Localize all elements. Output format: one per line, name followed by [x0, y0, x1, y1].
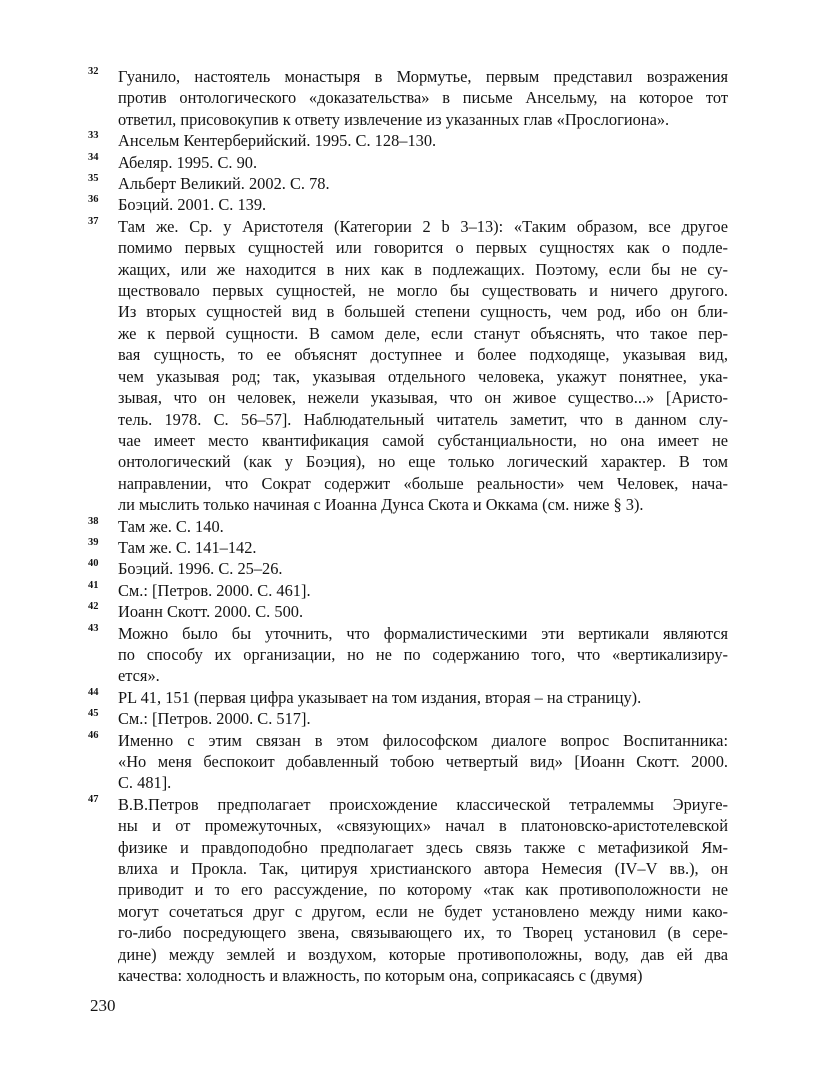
footnote-number: 43 — [88, 622, 99, 634]
footnote — [88, 173, 728, 194]
footnote-line: качества: холодность и влажность, по которым она, соприкасаясь с (двумя) — [118, 966, 643, 986]
footnote-line: приводит и то его рассуждение, по которому «так как противоположности не — [118, 880, 728, 900]
footnote-line: физике и правдоподобно предполагает здесь связь также с метафизикой Ям- — [118, 837, 728, 857]
footnote — [88, 687, 728, 708]
footnote-line: См.: [Петров. 2000. С. 517]. — [118, 709, 311, 729]
footnote — [88, 130, 728, 151]
footnote-line: «Но меня беспокоит добавленный тобою четвертый вид» [Иоанн Скотт. 2000. — [118, 752, 728, 771]
footnote-number: 46 — [88, 729, 99, 741]
footnote-line: против онтологического «доказательства» в письме Ансельму, на которое тот — [118, 88, 728, 108]
footnote-line: направлении, что Сократ содержит «больше реальности» чем Человек, нача- — [118, 473, 728, 493]
footnote-line: Ансельм Кентерберийский. 1995. С. 128–130. — [118, 131, 437, 151]
footnotes-list — [88, 66, 728, 986]
footnote-line: зывая, что он человек, нежели указывая, что он живое существо...» [Аристо- — [118, 388, 728, 408]
footnote-line: жащих, или же находится в них как в подлежащих. Поэтому, если бы не су- — [118, 259, 728, 279]
footnote-line: ны и от промежуточных, «связующих» начал в платоновско-аристотелевской — [118, 816, 728, 836]
footnote-line: помимо первых сущностей или говорится о первых сущностях как о подле- — [118, 238, 728, 258]
footnote — [88, 601, 728, 622]
footnote-line: Из вторых сущностей вид в большей степени сущность, чем род, ибо он бли- — [118, 302, 728, 322]
footnote-number: 42 — [88, 601, 99, 613]
footnote-number: 44 — [88, 686, 99, 698]
footnote-line: Там же. С. 140. — [118, 516, 224, 536]
footnote-line: Боэций. 2001. С. 139. — [118, 195, 267, 215]
footnote — [88, 537, 728, 558]
footnote-line: го-либо посредующего звена, связывающего их, то Творец установил (в сере- — [118, 923, 728, 943]
footnote-line: ответил, присовокупив к ответу извлечение из указанных глав «Прослогиона». — [118, 109, 670, 129]
footnote-line: Можно было бы уточнить, что формалистическими эти вертикали являются — [118, 623, 728, 643]
footnote-number: 47 — [88, 793, 99, 805]
footnote-number: 32 — [88, 66, 99, 77]
footnote — [88, 216, 728, 516]
footnote-line: ли мыслить только начиная с Иоанна Дунса Скота и Оккама (см. ниже § 3). — [118, 495, 644, 515]
footnote-number: 38 — [88, 515, 99, 527]
footnote-line: Именно с этим связан в этом философском диалоге вопрос Воспитанника: — [118, 730, 728, 750]
footnote-number: 34 — [88, 151, 99, 163]
page-number: 230 — [90, 996, 116, 1015]
footnote — [88, 194, 728, 215]
footnote-line: дине) между землей и воздухом, которые противоположны, воду, дав ей два — [118, 944, 728, 964]
footnote — [88, 516, 728, 537]
footnote-line: чем указывая род; так, указывая отдельного человека, укажут понятнее, ука- — [118, 366, 728, 386]
footnote-number: 45 — [88, 708, 99, 720]
footnote-line: Альберт Великий. 2002. С. 78. — [118, 174, 330, 194]
footnote-line: онтологический (как у Боэция), но еще только логический характер. В том — [118, 452, 728, 472]
footnote-line: PL 41, 151 (первая цифра указывает на том издания, вторая – на страницу). — [118, 687, 642, 707]
footnote-number: 40 — [88, 558, 99, 570]
footnote-line: же к первой сущности. В самом деле, если станут объяснять, что такое пер- — [118, 323, 728, 343]
footnote-line: влиха и Прокла. Так, цитируя христианского автора Немесия (IV–V вв.), он — [118, 859, 728, 879]
footnote — [88, 730, 728, 794]
footnote — [88, 580, 728, 601]
footnote-line: Боэций. 1996. С. 25–26. — [118, 559, 283, 579]
footnote-number: 33 — [88, 130, 99, 142]
footnote-number: 41 — [88, 579, 99, 591]
footnote-number: 35 — [88, 173, 99, 185]
footnote-line: С. 481]. — [118, 773, 172, 793]
footnote-line: тель. 1978. С. 56–57]. Наблюдательный читатель заметит, что в данном слу- — [118, 409, 728, 429]
footnote-number: 36 — [88, 194, 99, 206]
footnote-line: Иоанн Скотт. 2000. С. 500. — [118, 602, 304, 622]
footnote-line: См.: [Петров. 2000. С. 461]. — [118, 580, 311, 600]
footnote-line: чае имеет место квантификация самой субстанциальности, но она имеет не — [118, 430, 728, 450]
footnote — [88, 558, 728, 579]
footnote-line: по способу их организации, но не по содержанию того, что «вертикализиру- — [118, 644, 728, 664]
footnote-line: Там же. Ср. у Аристотеля (Категории 2 b 3–13): «Таким образом, все другое — [118, 216, 728, 236]
footnote-line: В.В.Петров предполагает происхождение классической тетралеммы Эриуге- — [118, 794, 728, 814]
footnote-line: ется». — [118, 666, 160, 686]
footnote-number: 39 — [88, 536, 99, 548]
footnote-line: Гуанило, настоятель монастыря в Мормутье, первым представил возражения — [118, 67, 728, 86]
footnote-line: вая сущность, то ее объяснят доступнее и более подходяще, указывая вид, — [118, 345, 728, 365]
footnote-line: Там же. С. 141–142. — [118, 537, 257, 557]
footnote-number: 37 — [88, 215, 99, 227]
footnote — [88, 152, 728, 173]
footnote — [88, 66, 728, 130]
footnote — [88, 623, 728, 687]
footnote — [88, 708, 728, 729]
footnote — [88, 794, 728, 987]
footnote-line: Абеляр. 1995. С. 90. — [118, 152, 258, 172]
footnote-line: ществовало первых сущностей, не могло бы существовать и ничего другого. — [118, 281, 728, 301]
footnote-line: могут сочетаться друг с другом, если не будет установлено между ними како- — [118, 901, 728, 921]
